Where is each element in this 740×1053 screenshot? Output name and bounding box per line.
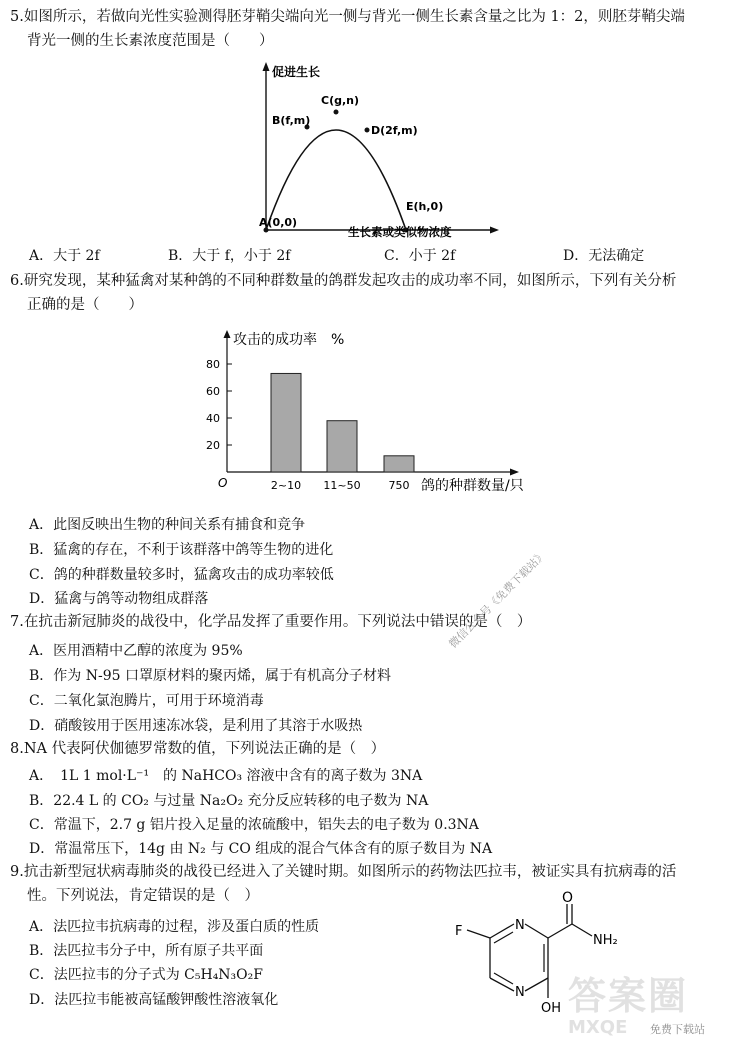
q5-point-c-dot [334, 110, 339, 115]
q7-stem: 7.在抗击新冠肺炎的战役中，化学品发挥了重要作用。下列说法中错误的是（ ） [10, 614, 532, 630]
bar-750 [384, 456, 414, 472]
q9-atom-n1: N [515, 918, 525, 933]
q5-y-axis-label: 促进生长 [272, 65, 321, 79]
q5-point-d-dot [365, 128, 370, 133]
watermark-text: 微信公众号《免费下载站》 [446, 548, 549, 651]
x-category-label: 2~10 [270, 479, 302, 492]
q9-option-d[interactable]: D．法匹拉韦能被高锰酸钾酸性溶液氧化 [29, 992, 279, 1008]
q5-growth-graph [250, 58, 500, 248]
q6-stem-line1: 6.研究发现，某种猛禽对某种鸽的不同种群数量的鸽群发起攻击的成功率不同，如图所示，下列有关分析 [10, 273, 677, 289]
q5-point-c-label: C(g,n) [321, 94, 360, 107]
y-tick-label: 60 [206, 385, 220, 398]
q5-option-d[interactable]: D．无法确定 [563, 248, 645, 264]
x-category-label: 750 [388, 479, 410, 492]
bar-2~10 [271, 373, 301, 472]
y-tick-label: 40 [206, 412, 220, 425]
q9-stem-line2: 性。下列说法，肯定错误的是（ ） [27, 888, 259, 904]
q5-option-b[interactable]: B．大于 f，小于 2f [168, 248, 291, 264]
q6-option-c[interactable]: C．鸽的种群数量较多时，猛禽攻击的成功率较低 [29, 567, 334, 583]
q5-option-a[interactable]: A．大于 2f [29, 248, 100, 264]
logo-small-text: MXQE [568, 1017, 628, 1038]
q9-option-c[interactable]: C．法匹拉韦的分子式为 C₅H₄N₃O₂F [29, 967, 263, 983]
q8-option-b[interactable]: B．22.4 L 的 CO₂ 与过量 Na₂O₂ 充分反应转移的电子数为 NA [29, 793, 429, 809]
q9-atom-nh2: NH₂ [593, 933, 618, 948]
q7-option-d[interactable]: D．硝酸铵用于医用速冻冰袋，是利用了其溶于水吸热 [29, 718, 363, 734]
bar-11~50 [327, 421, 357, 472]
y-tick-label: 20 [206, 439, 220, 452]
q6-option-d[interactable]: D．猛禽与鸽等动物组成群落 [29, 591, 209, 607]
q5-option-c[interactable]: C．小于 2f [384, 248, 456, 264]
q8-option-a[interactable]: A． 1L 1 mol·L⁻¹ 的 NaHCO₃ 溶液中含有的离子数为 3NA [29, 768, 423, 784]
q9-atom-o: O [562, 890, 574, 906]
q6-success-rate-chart [200, 322, 535, 500]
q9-option-b[interactable]: B．法匹拉韦分子中，所有原子共平面 [29, 943, 264, 959]
q8-option-c[interactable]: C．常温下，2.7 g 铝片投入足量的浓硫酸中，铝失去的电子数为 0.3NA [29, 817, 479, 833]
q5-x-axis-label: 生长素或类似物浓度 [348, 225, 452, 239]
x-category-label: 11~50 [323, 479, 361, 492]
logo-sub-text: 免费下载站 [650, 1023, 705, 1036]
logo-big-text: 答案圈 [568, 974, 689, 1018]
chart-x-axis-label: 鸽的种群数量/只 [421, 478, 524, 494]
q7-option-b[interactable]: B．作为 N-95 口罩原材料的聚丙烯，属于有机高分子材料 [29, 668, 391, 684]
q9-atom-oh: OH [541, 1001, 562, 1016]
chart-title: 攻击的成功率 % [233, 332, 345, 348]
q7-option-c[interactable]: C．二氧化氯泡腾片，可用于环境消毒 [29, 693, 264, 709]
q8-stem: 8.NA 代表阿伏伽德罗常数的值，下列说法正确的是（ ） [10, 741, 386, 757]
q7-option-a[interactable]: A．医用酒精中乙醇的浓度为 95% [29, 643, 243, 659]
y-tick-label: 80 [206, 358, 220, 371]
q8-option-d[interactable]: D．常温常压下，14g 由 N₂ 与 CO 组成的混合气体含有的原子数目为 NA [29, 841, 493, 857]
q5-stem-line2: 背光一侧的生长素浓度范围是（ ） [27, 33, 274, 49]
q9-atom-n2: N [515, 985, 525, 1000]
q5-point-b-label: B(f,m) [272, 114, 311, 127]
chart-origin-label: O [218, 476, 228, 490]
q9-atom-f: F [455, 924, 463, 939]
q5-point-a-label: A(0,0) [259, 216, 298, 229]
q5-point-e-label: E(h,0) [406, 200, 444, 213]
q5-stem-line1: 5.如图所示，若做向光性实验测得胚芽鞘尖端向光一侧与背光一侧生长素含量之比为 1：2，则胚芽鞘尖端 [10, 9, 685, 25]
answer-logo-watermark [560, 965, 740, 1053]
q6-option-a[interactable]: A．此图反映出生物的种间关系有捕食和竞争 [29, 517, 306, 533]
q9-option-a[interactable]: A．法匹拉韦抗病毒的过程，涉及蛋白质的性质 [29, 919, 320, 935]
q6-stem-line2: 正确的是（ ） [27, 297, 143, 313]
q9-stem-line1: 9.抗击新型冠状病毒肺炎的战役已经进入了关键时期。如图所示的药物法匹拉韦，被证实具有抗病毒的活 [10, 864, 677, 880]
q6-option-b[interactable]: B．猛禽的存在，不利于该群落中鸽等生物的进化 [29, 542, 334, 558]
q5-point-d-label: D(2f,m) [371, 124, 418, 137]
